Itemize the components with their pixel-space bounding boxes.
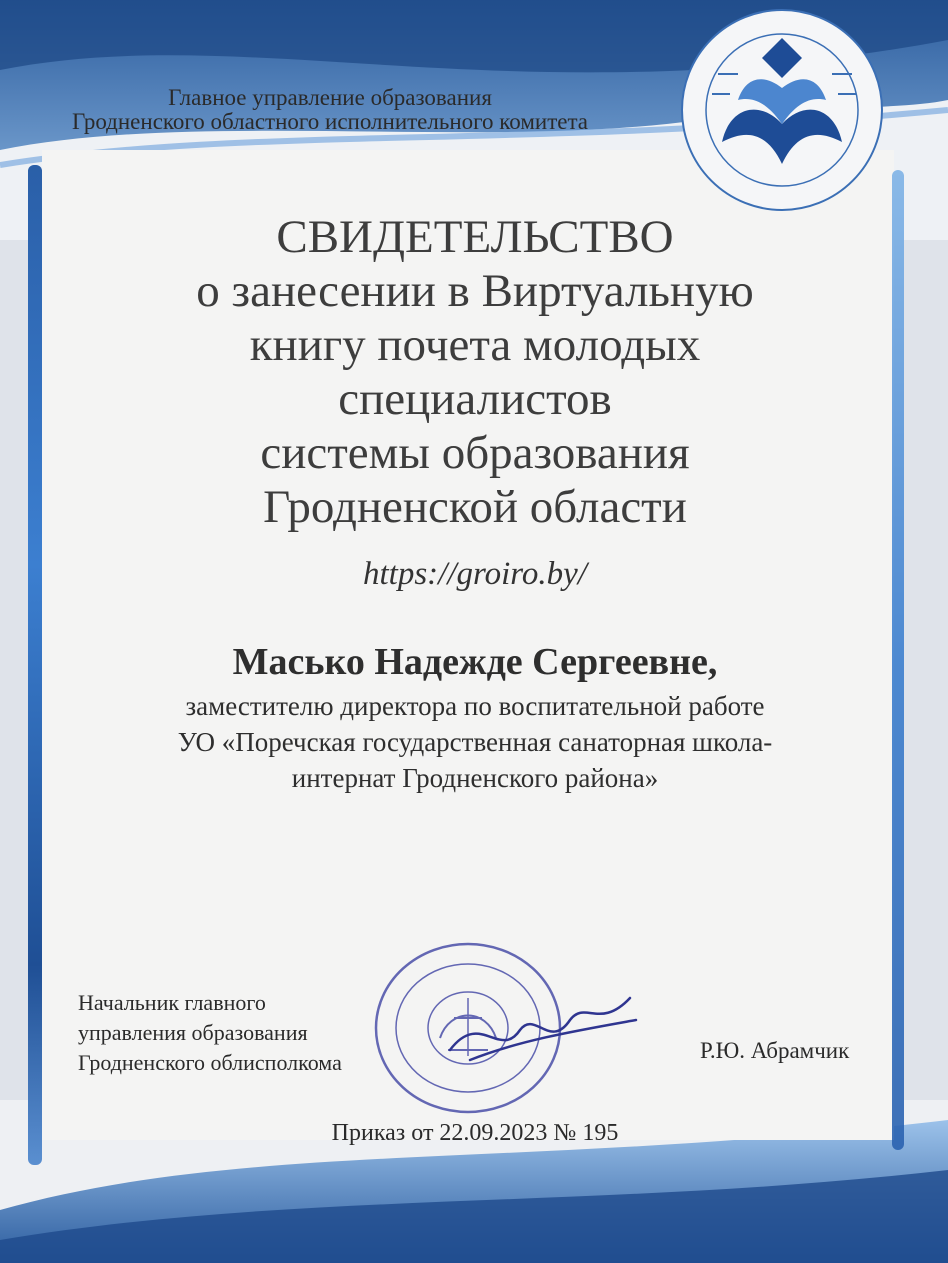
handwritten-signature	[440, 990, 640, 1070]
position-line-1: заместителю директора по воспитательной работе	[185, 691, 765, 721]
website-url: https://groiro.by/	[363, 556, 587, 592]
signer-name: Р.Ю. Абрамчик	[700, 1038, 850, 1063]
title-line-2: о занесении в Виртуальную	[196, 265, 754, 317]
certificate-title	[60, 210, 890, 534]
issuer-header	[60, 86, 600, 134]
order-reference: Приказ от 22.09.2023 № 195	[331, 1120, 619, 1146]
education-department-logo	[668, 4, 896, 216]
signer-line-1: Начальник главного	[78, 990, 266, 1015]
issuer-line-1: Главное управление образования	[168, 85, 492, 110]
position-line-2: УО «Поречская государственная санаторная школа-	[177, 727, 773, 757]
title-line-5: системы образования	[260, 427, 690, 479]
left-blue-border	[28, 165, 42, 1165]
recipient-name: Масько Надежде Сергеевне,	[232, 641, 718, 683]
signer-line-2: управления образования	[78, 1020, 308, 1045]
signer-line-3: Гродненского облисполкома	[78, 1050, 342, 1075]
position-line-3: интернат Гродненского района»	[291, 763, 659, 793]
title-line-4: специалистов	[338, 373, 612, 425]
issuer-line-2: Гродненского областного исполнительного комитета	[71, 109, 589, 134]
title-line-3: книгу почета молодых	[249, 319, 701, 371]
right-blue-border	[892, 170, 904, 1150]
title-line-1: СВИДЕТЕЛЬСТВО	[276, 211, 674, 263]
signer-title	[78, 988, 342, 1078]
title-line-6: Гродненской области	[263, 481, 687, 533]
recipient-position	[60, 688, 890, 796]
